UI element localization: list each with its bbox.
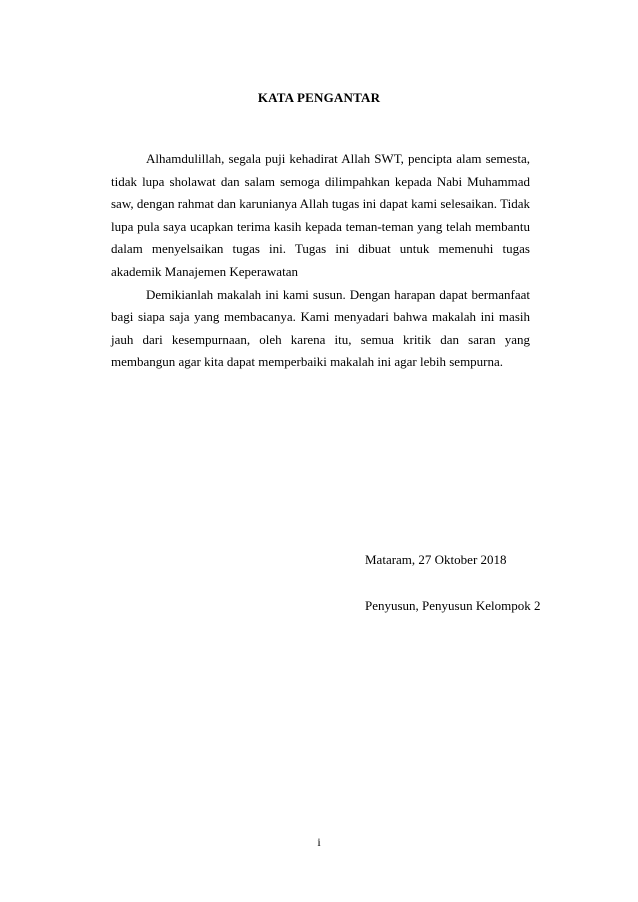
page-number: i: [317, 835, 321, 849]
paragraph-closing: Demikianlah makalah ini kami susun. Dengan harapan dapat bermanfaat bagi siapa saja yang membacanya. Kami menyadari bahwa makalah ini masih jauh dari kesempurnaan, oleh karena itu, semua kritik dan saran yang membangun agar kita dapat memperbaiki makalah ini agar lebih sempurna.: [111, 286, 530, 370]
paragraph-intro: Alhamdulillah, segala puji kehadirat Allah SWT, pencipta alam semesta, tidak lupa sholawat dan salam semoga dilimpahkan kepada Nabi Muhammad saw, dengan rahmat dan karunianya Allah tugas ini dapat kami selesaikan. Tidak lupa pula saya ucapkan terima kasih kepada teman-teman yang telah membantu dalam menyelsaikan tugas ini. Tugas ini dibuat untuk memenuhi tugas akademik Manajemen Keperawatan: [111, 151, 530, 279]
place-date: Mataram, 27 Oktober 2018: [365, 552, 507, 567]
page-title: KATA PENGANTAR: [257, 90, 381, 105]
author-signature: Penyusun, Penyusun Kelompok 2: [365, 598, 541, 613]
body-text: [111, 148, 530, 374]
